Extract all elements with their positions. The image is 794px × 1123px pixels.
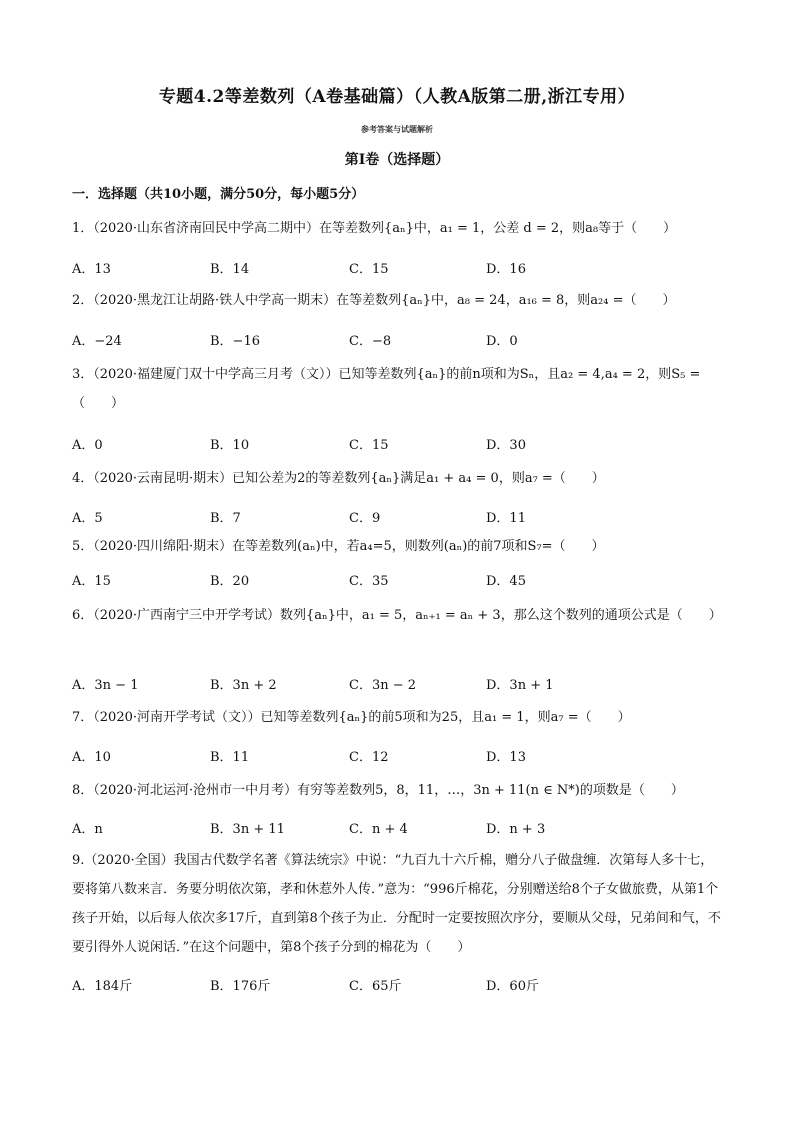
document-title: 专题4.2等差数列（A卷基础篇）（人教A版第二册,浙江专用） [158,87,636,107]
option-b: B．176斤 [210,979,271,994]
question-4: 4．（2020·云南昆明·期末）已知公差为2的等差数列{aₙ}满足a₁ + a₄ = 0，则a₇ =（ ） [72,471,605,486]
option-a: A．10 [72,750,111,765]
option-c: C．15 [349,262,389,277]
question-6: 6．（2020·广西南宁三中开学考试）数列{aₙ}中，a₁ = 5，aₙ₊₁ = aₙ + 3，那么这个数列的通项公式是（ ） [72,608,722,623]
question-8-options [72,818,722,838]
option-c: C．−8 [349,334,392,349]
option-a: A．0 [72,438,103,453]
volume-heading: 第Ⅰ卷（选择题） [344,152,450,168]
option-b: B．−16 [210,334,260,349]
question-2: 2．（2020·黑龙江让胡路·铁人中学高一期末）在等差数列{aₙ}中，a₈ = 24，a₁₆ = 8，则a₂₄ =（ ） [72,293,676,308]
option-b: B．3n + 2 [210,678,277,693]
option-d: D．16 [486,262,526,277]
option-b: B．11 [210,750,250,765]
question-7: 7．（2020·河南开学考试（文））已知等差数列{aₙ}的前5项和为25，且a₁ = 1，则a₇ =（ ） [72,710,631,725]
option-d: D．30 [486,438,526,453]
option-a: A．5 [72,511,103,526]
option-d: D．11 [486,511,526,526]
question-2-options [72,330,722,350]
question-7-options [72,746,722,766]
option-d: D．n + 3 [486,822,546,837]
question-1-options [72,258,722,278]
question-9-options [72,975,722,995]
option-d: D．60斤 [486,979,539,994]
document-subtitle: 参考答案与试题解析 [361,125,433,134]
option-c: C．9 [349,511,381,526]
option-c: C．n + 4 [349,822,408,837]
option-b: B．14 [210,262,250,277]
option-a: A．−24 [72,334,122,349]
question-4-options [72,507,722,527]
option-b: B．20 [210,574,250,589]
option-c: C．12 [349,750,389,765]
option-a: A．n [72,822,103,837]
option-a: A．15 [72,574,111,589]
option-c: C．15 [349,438,389,453]
question-5-options [72,570,722,590]
question-8: 8．（2020·河北运河·沧州市一中月考）有穷等差数列5，8，11，…，3n + 11(n ∈ N*)的项数是（ ） [72,783,684,798]
option-d: D．13 [486,750,526,765]
option-c: C．35 [349,574,389,589]
section-heading: 一．选择题（共10小题，满分50分，每小题5分） [72,187,365,202]
option-d: D．0 [486,334,518,349]
option-b: B．7 [210,511,241,526]
option-d: D．45 [486,574,526,589]
option-b: B．3n + 11 [210,822,285,837]
option-c: C．65斤 [349,979,402,994]
question-1: 1．（2020·山东省济南回民中学高二期中）在等差数列{aₙ}中，a₁ = 1，公差 d = 2，则a₈等于（ ） [72,221,677,236]
option-b: B．10 [210,438,250,453]
question-3: 3．（2020·福建厦门双十中学高三月考（文））已知等差数列{aₙ}的前n项和为Sₙ，且a₂ = 4,a₄ = 2，则S₅ =（ ） [72,367,701,411]
question-5: 5．（2020·四川绵阳·期末）在等差数列(aₙ)中，若a₄=5，则数列(aₙ)的前7项和S₇=（ ） [72,539,605,554]
option-a: A．184斤 [72,979,133,994]
question-3-options [72,434,722,454]
option-a: A．13 [72,262,111,277]
option-c: C．3n − 2 [349,678,417,693]
question-6-options [72,674,722,694]
option-a: A．3n − 1 [72,678,139,693]
option-d: D．3n + 1 [486,678,554,693]
question-9: 9.（2020·全国）我国古代数学名著《算法统宗》中说：“九百九十六斤棉，赠分八子做盘缠．次第每人多十七，要将第八数来言．务要分明依次第，孝和休惹外人传．”意为：“996斤棉花，分别赠送给8个子女做旅费，从第1个孩子开始，以后每人依次多17斤，直到第8个孩子为止．分配时一定要按照次序分，要顺从父母，兄弟间和气，不要引得外人说闲话．”在这个问题中，第8个孩子分到的棉花为（ ） [72,853,721,955]
